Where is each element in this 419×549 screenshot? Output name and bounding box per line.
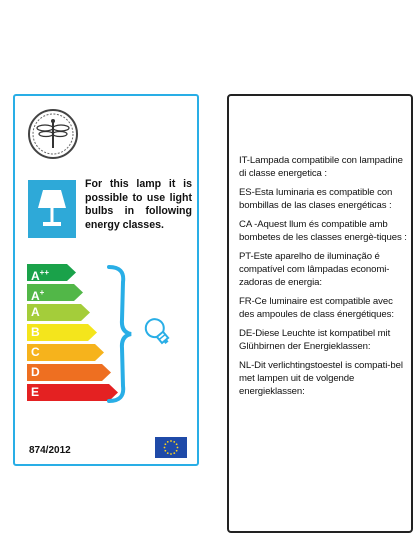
brace-icon (103, 264, 133, 404)
energy-class-label: A (31, 305, 40, 319)
language-statement: PT-Este aparelho de iluminação é compatível com lâmpadas economi-zadoras de energia: (239, 251, 390, 288)
language-statement: NL-Dit verlichtingstoestel is compati-bel met lampen uit de volgende energieklassen: (239, 360, 403, 397)
energy-class-bar (27, 324, 97, 341)
table-lamp-icon (28, 180, 76, 238)
energy-class-label: E (31, 385, 40, 399)
energy-class-label: D (31, 365, 40, 379)
energy-class-bar (27, 344, 104, 361)
language-statement: IT-Lampada compatibile con lampadine di classe energetica : (239, 155, 403, 179)
energy-class-bar (27, 304, 90, 321)
energy-class-label: C (31, 345, 40, 359)
eu-flag-icon (155, 437, 187, 458)
energy-class-label: A+ (31, 288, 45, 303)
language-statement: FR-Ce luminaire est compatible avec des ampoules de class énergétiques: (239, 296, 394, 320)
language-statement: ES-Esta luminaria es compatible con bombillas de las clases energéticas : (239, 187, 393, 211)
language-statement: CA -Aquest llum és compatible amb bombetes de les classes energè-tiques : (239, 219, 407, 243)
energy-class-bar (27, 264, 76, 281)
statement-list (239, 154, 409, 404)
language-statement: DE-Diese Leuchte ist kompatibel mit Glühbirnen der Energieklassen: (239, 328, 391, 352)
multilingual-text-panel (227, 94, 413, 533)
lamp-statement: For this lamp it is possible to use light bulbs in following energy classes. (85, 178, 192, 231)
energy-label-panel (13, 94, 199, 466)
light-bulb-icon (140, 314, 176, 350)
energy-class-bar (27, 284, 83, 301)
energy-class-label: A++ (31, 268, 50, 283)
energy-class-label: B (31, 325, 40, 339)
energy-class-bar (27, 364, 111, 381)
dragonfly-logo-icon (27, 108, 79, 160)
regulation-number: 874/2012 (29, 445, 71, 456)
